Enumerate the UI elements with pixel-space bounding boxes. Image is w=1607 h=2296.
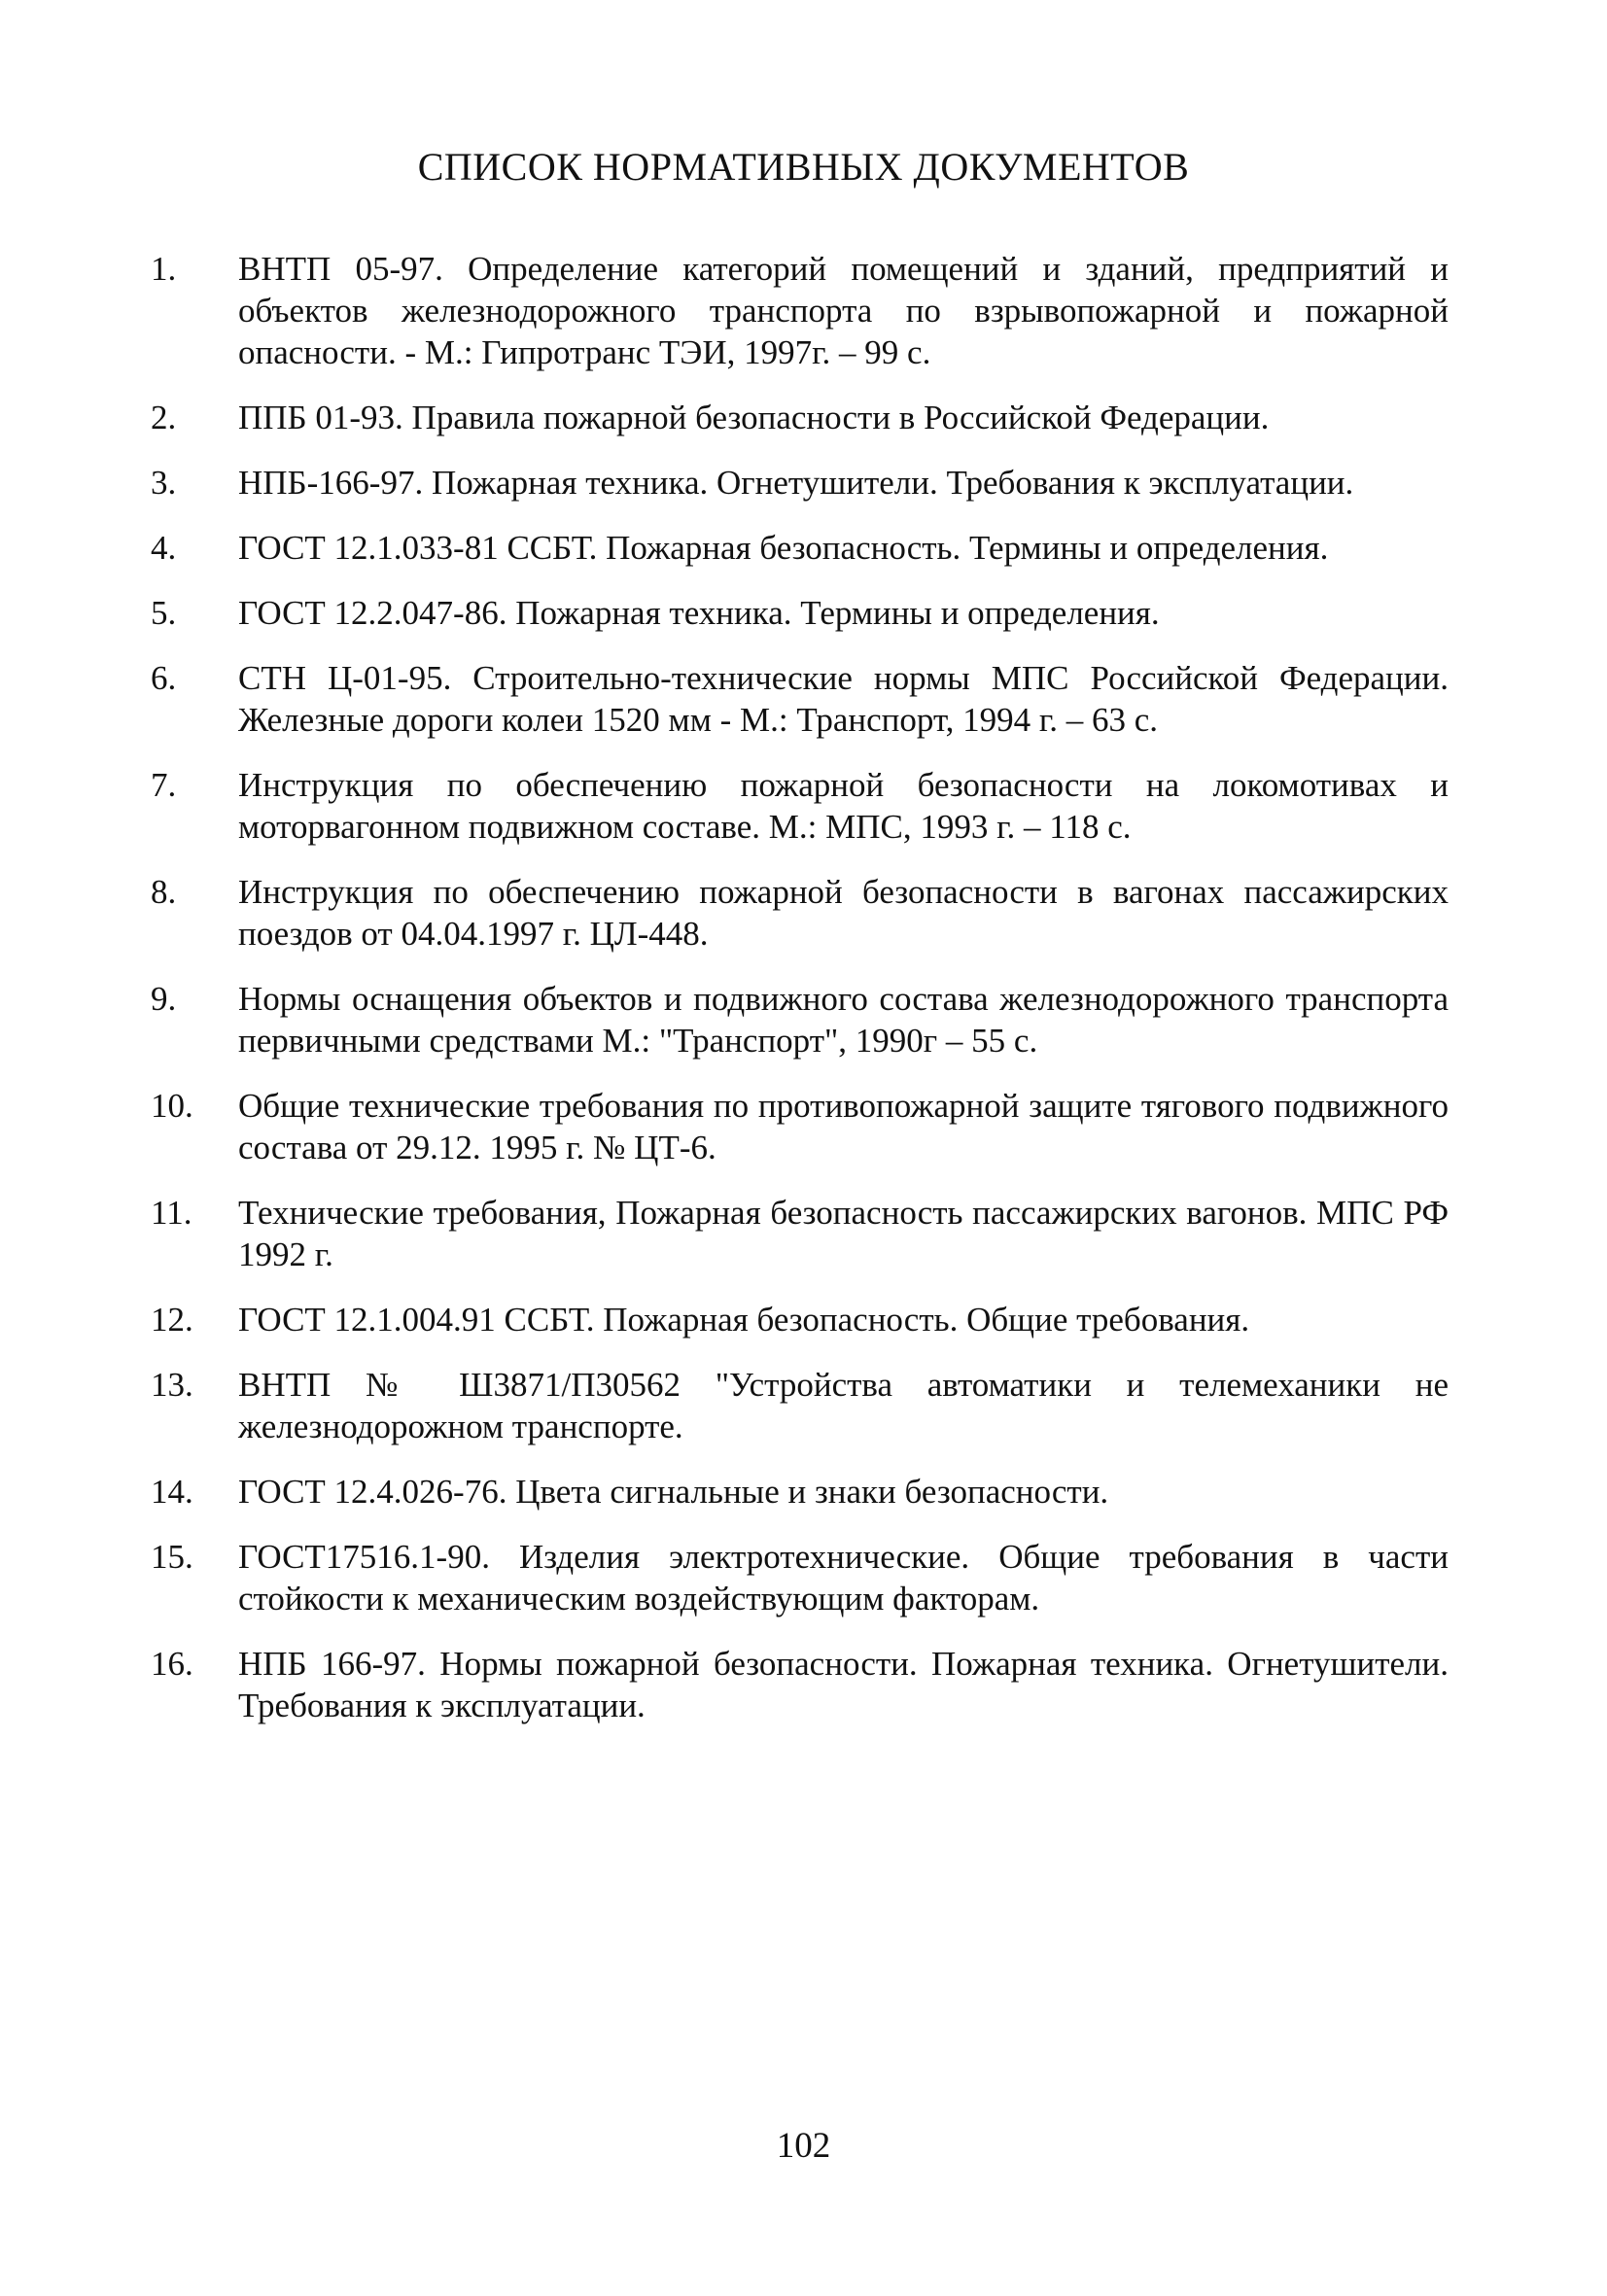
list-item — [151, 657, 1449, 741]
list-item — [151, 978, 1449, 1061]
list-item-text: ВНТП 05-97. Определение категорий помещений и зданий, предприятий и объектов железнодорожного транспорта по взрывопожарной и пожарной опасности. - М.: Гипротранс ТЭИ, 1997г. – 99 с. — [238, 250, 1449, 371]
list-item-number: 9. — [151, 980, 177, 1018]
list-item — [151, 1643, 1449, 1726]
list-item-number: 4. — [151, 529, 177, 567]
list-item-number: 5. — [151, 594, 177, 632]
list-item-number: 13. — [151, 1366, 193, 1404]
list-item — [151, 248, 1449, 373]
list-item-number: 15. — [151, 1538, 193, 1576]
list-item-text: СТН Ц-01-95. Строительно-технические нормы МПС Российской Федерации. Железные дороги колеи 1520 мм - М.: Транспорт, 1994 г. – 63 с. — [238, 659, 1449, 739]
list-item — [151, 462, 1449, 504]
list-item-number: 6. — [151, 659, 177, 697]
list-item — [151, 1299, 1449, 1340]
list-item-text: Общие технические требования по противопожарной защите тягового подвижного состава от 29.12. 1995 г. № ЦТ-6. — [238, 1087, 1449, 1166]
page-title: СПИСОК НОРМАТИВНЫХ ДОКУМЕНТОВ — [417, 145, 1190, 189]
list-item-number: 2. — [151, 399, 177, 436]
list-item-number: 12. — [151, 1301, 193, 1339]
list-item — [151, 871, 1449, 955]
list-item-text: ППБ 01-93. Правила пожарной безопасности в Российской Федерации. — [238, 399, 1270, 436]
list-item-text: ГОСТ 12.4.026-76. Цвета сигнальные и знаки безопасности. — [238, 1473, 1109, 1511]
list-item-text: Технические требования, Пожарная безопасность пассажирских вагонов. МПС РФ 1992 г. — [238, 1194, 1449, 1273]
list-item-number: 1. — [151, 250, 177, 288]
list-item-text: ГОСТ 12.2.047-86. Пожарная техника. Термины и определения. — [238, 594, 1160, 632]
list-item-number: 7. — [151, 766, 177, 804]
list-item-text: Нормы оснащения объектов и подвижного состава железнодорожного транспорта первичными средствами М.: "Транспорт", 1990г – 55 с. — [238, 980, 1449, 1060]
list-item-text: НПБ 166-97. Нормы пожарной безопасности. Пожарная техника. Огнетушители. Требования к эксплуатации. — [238, 1645, 1449, 1724]
list-item — [151, 1536, 1449, 1619]
list-item-text: Инструкция по обеспечению пожарной безопасности в вагонах пассажирских поездов от 04.04.1997 г. ЦЛ-448. — [238, 873, 1449, 953]
list-item-number: 14. — [151, 1473, 193, 1511]
list-item-text: НПБ-166-97. Пожарная техника. Огнетушители. Требования к эксплуатации. — [238, 464, 1354, 502]
list-item — [151, 527, 1449, 569]
list-item — [151, 1471, 1449, 1513]
list-item — [151, 592, 1449, 634]
reference-list — [151, 248, 1449, 1750]
page-number: 102 — [776, 2126, 831, 2166]
list-item — [151, 1192, 1449, 1275]
list-item-text: ВНТП № Ш3871/П30562 "Устройства автоматики и телемеханики не железнодорожном транспорте. — [238, 1366, 1449, 1445]
list-item-number: 3. — [151, 464, 177, 502]
list-item-number: 11. — [151, 1194, 192, 1232]
list-item — [151, 1085, 1449, 1168]
list-item-text: Инструкция по обеспечению пожарной безопасности на локомотивах и моторвагонном подвижном составе. М.: МПС, 1993 г. – 118 с. — [238, 766, 1449, 846]
list-item-number: 10. — [151, 1087, 193, 1125]
list-item — [151, 397, 1449, 438]
list-item-text: ГОСТ 12.1.033-81 ССБТ. Пожарная безопасность. Термины и определения. — [238, 529, 1329, 567]
list-item — [151, 764, 1449, 848]
list-item-number: 16. — [151, 1645, 193, 1683]
list-item-text: ГОСТ 12.1.004.91 ССБТ. Пожарная безопасность. Общие требования. — [238, 1301, 1250, 1339]
list-item — [151, 1364, 1449, 1447]
list-item-text: ГОСТ17516.1-90. Изделия электротехнические. Общие требования в части стойкости к механическим воздействующим факторам. — [238, 1538, 1449, 1618]
list-item-number: 8. — [151, 873, 177, 911]
